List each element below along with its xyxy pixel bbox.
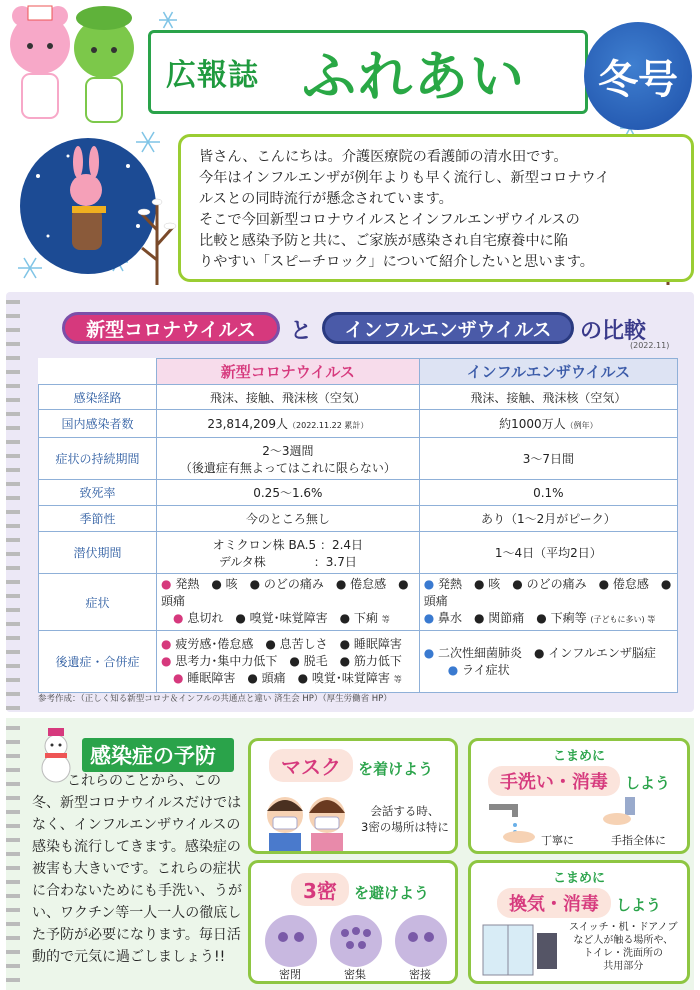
ventilation-note [569,921,678,973]
reference-note: 参考作成：（正しく知る新型コロナ＆インフルの共通点と違い 済生会 HP）（厚生労働省 HP） [38,694,392,704]
mask-keyword: マスク [269,749,353,782]
handwash-caption: 丁寧に [541,834,574,847]
snowy-tree-left [132,190,182,290]
list-item: ● 二次性細菌肺炎 ● インフルエンザ脳症 [423,645,656,660]
handwash-caption: 手指全体に [611,834,666,847]
table-header-row [39,359,678,385]
ventilation-note-line: など人が触る場所や、 [573,935,674,946]
delta-incubation: デルタ株 ：3.7日 [218,554,357,569]
row-label: 潜伏期間 [39,532,157,574]
mask-tail: を着けよう [358,760,434,778]
newsletter-label: 広報誌 [166,58,259,93]
row-label: 症状の持続期間 [39,438,157,480]
avoid-3c-keyword: 3密 [291,873,349,906]
handwash-keyword: 手洗い・消毒 [488,766,620,796]
covid-cell [157,631,420,693]
list-item: ● 睡眠障害 ● 頭痛 ● 嗅覚･味覚障害 等 [173,670,402,685]
ventilation-card [468,860,690,984]
header [0,0,700,130]
intro-line: そこで今回新型コロナウイルスとインフルエンザウイルスの [199,212,580,228]
table-row [39,438,678,480]
list-item: ● 鼻水 ● 関節痛 ● 下痢等 (子どもに多い) 等 [423,611,656,625]
three-c-caption: 密集 [344,968,366,981]
intro-message [178,134,694,282]
sequela-text: 二次性細菌肺炎 ● インフルエンザ脳症 [438,645,656,660]
heading-conjunction: と [290,319,313,344]
three-c-caption: 密接 [409,968,431,981]
flu-cell [419,410,677,438]
newsletter-title: ふれあい [302,45,526,108]
flu-cell: 3～7日間 [419,438,677,480]
list-item: ● 発熱 ● 咳 ● のどの痛み ● 倦怠感 ● 頭痛 [161,577,409,608]
three-c-icons [261,913,451,969]
sequela-note: 等 [393,674,402,684]
comparison-date: (2022.11) [630,341,670,350]
mask-heading [269,749,433,782]
intro-line: りやすい「スピーチロック」について紹介したいと思います。 [199,254,594,270]
comparison-table [38,358,678,693]
avoid-3c-heading [291,873,429,906]
list-item: ● 疲労感･倦怠感 ● 息苦しさ ● 睡眠障害 [161,636,402,651]
symptom-text: 鼻水 ● 関節痛 ● 下痢等 [438,611,587,625]
symptom-note: 等 [381,615,390,624]
list-item: ● 発熱 ● 咳 ● のどの痛み ● 倦怠感 ● 頭痛 [423,577,672,608]
list-item: ● 息切れ ● 嗅覚･味覚障害 ● 下痢 等 [173,611,390,625]
mascot-nurses-illustration [2,2,142,127]
ventilation-keyword: 換気・消毒 [497,888,611,918]
faucet-hands-icon [485,799,545,843]
covid-count: 23,814,209人 [207,417,289,431]
table-row [39,574,678,631]
sanitizer-hands-icon [601,795,641,827]
symptom-text: 息切れ ● 嗅覚･味覚障害 ● 下痢 [187,611,378,625]
flu-cell: 飛沫、接触、飛沫核（空気） [419,385,677,410]
ventilation-heading [471,888,687,918]
col-header-covid: 新型コロナウイルス [157,359,420,385]
covid-cell: 今のところ無し [157,506,420,532]
handwash-tail: しよう [625,774,671,792]
sequela-text: 疲労感･倦怠感 ● 息苦しさ ● 睡眠障害 [175,636,402,651]
omicron-incubation: オミクロン株 BA.5 ：2.4日 [212,537,364,552]
handwash-heading [471,766,687,796]
covid-cell: 飛沫、接触、飛沫核（空気） [157,385,420,410]
covid-duration: 2～3週間 [262,443,314,458]
flu-cell [419,631,677,693]
flu-count-note: （例年） [565,421,598,430]
intro-line: 皆さん、こんにちは。介護医療院の看護師の清水田です。 [199,149,568,165]
flu-heading-pill: インフルエンザウイルス [322,312,574,344]
notebook-spiral [6,726,20,986]
intro-line: 比較と感染予防と共に、ご家族が感染され自宅療養中に陥 [199,233,568,249]
three-c-caption: 密閉 [279,968,301,981]
table-row [39,385,678,410]
row-label: 症状 [39,574,157,631]
flu-cell: あり（1～2月がピーク） [419,506,677,532]
handwash-lead: こまめに [552,749,605,764]
symptom-text: 発熱 ● 咳 ● のどの痛み ● 倦怠感 ● 頭痛 [161,577,409,608]
ventilation-note-line: スイッチ・机・ドアノブ [569,922,678,933]
mask-card [248,738,458,854]
sequela-text: 睡眠障害 ● 頭痛 ● 嗅覚･味覚障害 [187,670,390,685]
window-ventilation-icon [479,921,563,979]
ventilation-note-line: トイレ・洗面所の [583,948,663,959]
covid-cell: 0.25～1.6% [157,480,420,506]
table-row [39,631,678,693]
prevention-text: これらのことから、この冬、新型コロナウイルスだけではなく、インフルエンザウイルスの感染も流行してきます。感染症の被害も大きいです。これらの症状に合わないためにも手洗い、うがい、ワクチン等一人一人の徹底した予防が必要になります。毎日活動的で元気に過ごしましょう!! [32,773,242,965]
covid-cell [157,574,420,631]
flu-cell: 1～4日（平均2日） [419,532,677,574]
handwash-card [468,738,690,854]
symptom-text: 発熱 ● 咳 ● のどの痛み ● 倦怠感 ● 頭痛 [423,577,672,608]
notebook-spiral [6,300,20,710]
row-label: 季節性 [39,506,157,532]
avoid-3c-card [248,860,458,984]
list-item: ● 思考力･集中力低下 ● 脱毛 ● 筋力低下 [161,653,402,668]
row-label: 感染経路 [39,385,157,410]
mask-note-line: 3密の場所は特に [361,820,449,834]
row-label: 国内感染者数 [39,410,157,438]
sequela-text: 思考力･集中力低下 ● 脱毛 ● 筋力低下 [175,653,402,668]
list-item: ● ライ症状 [447,662,510,677]
intro-line: 今年はインフルエンザが例年よりも早く流行し、新型コロナウイ [199,170,610,186]
table-row [39,480,678,506]
mask-note [361,803,449,835]
row-label: 後遺症・合併症 [39,631,157,693]
symptom-note: (子どもに多い) 等 [590,615,656,624]
covid-heading-pill: 新型コロナウイルス [62,312,280,344]
flu-count: 約1000万人 [499,417,566,431]
ventilation-lead: こまめに [552,871,605,886]
table-row [39,410,678,438]
covid-cell [157,532,420,574]
ventilation-tail: しよう [616,896,662,914]
col-header-flu: インフルエンザウイルス [419,359,677,385]
intro-line: ルスとの同時流行が懸念されています。 [199,191,453,207]
table-row [39,506,678,532]
row-label: 致死率 [39,480,157,506]
masked-people-illustration [261,789,351,851]
table-row [39,532,678,574]
covid-duration-note: （後遺症有無よってはこれに限らない） [179,460,396,475]
ventilation-note-line: 共用部分 [603,961,644,972]
heading-suffix: の比較 [580,319,647,344]
covid-count-note: （2022.11.22 累計） [288,421,369,430]
flu-cell: 0.1% [419,480,677,506]
covid-cell [157,410,420,438]
mask-note-line: 会話する時、 [370,804,440,818]
sequela-text: ライ症状 [462,662,510,677]
covid-cell [157,438,420,480]
prevention-title: 感染症の予防 [82,738,234,772]
season-badge: 冬号 [584,22,692,130]
avoid-3c-tail: を避けよう [354,884,430,902]
flu-cell [419,574,677,631]
